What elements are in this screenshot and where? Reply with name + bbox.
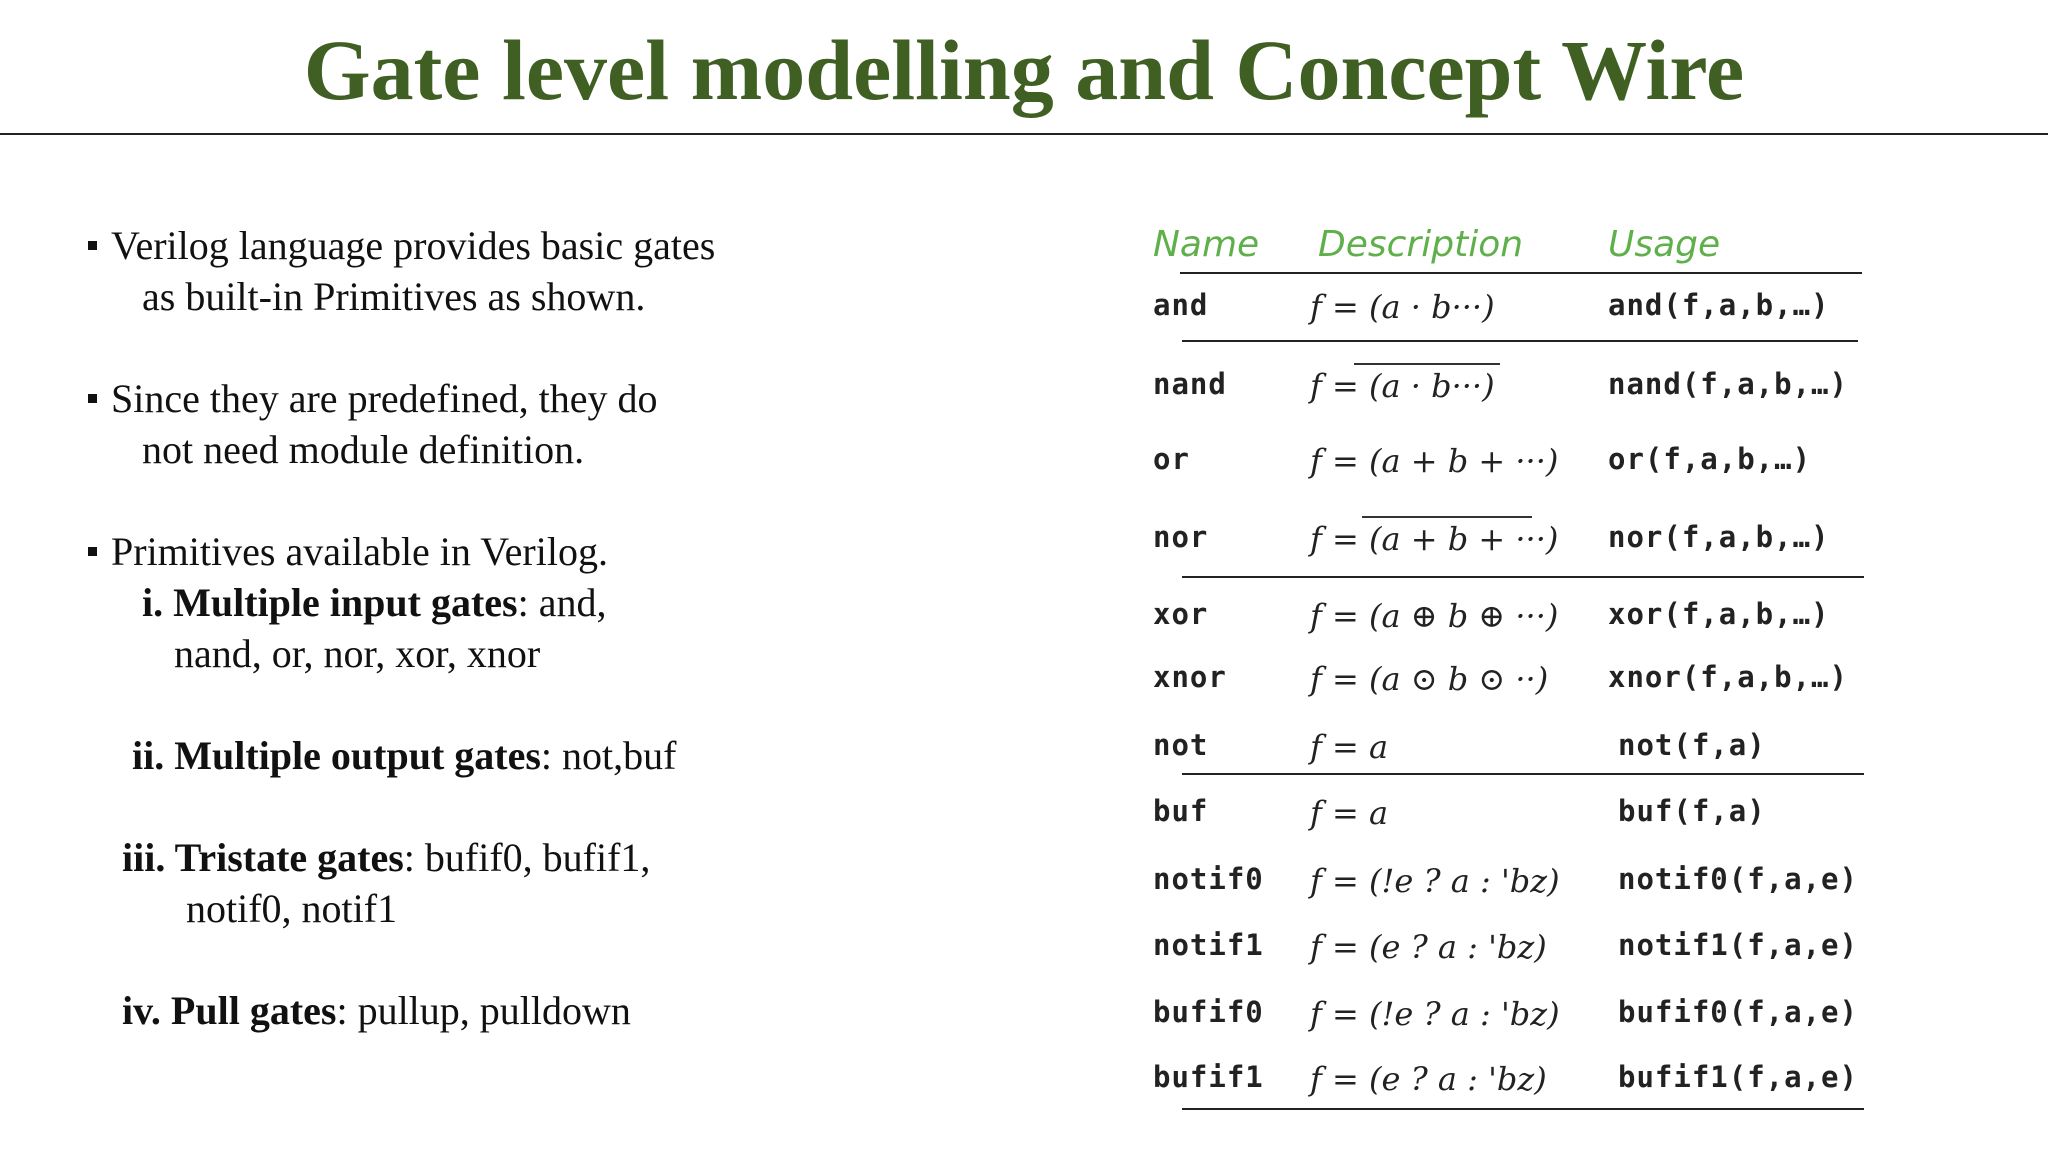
cell-description: f = a [1310, 794, 1389, 832]
table-rule [1182, 576, 1864, 578]
sub-item-ii-label: ii. Multiple output gates [132, 733, 541, 778]
cell-usage: xnor(f,a,b,…) [1608, 660, 1848, 694]
cell-usage: bufif0(f,a,e) [1618, 995, 1858, 1029]
bullet-1 [88, 220, 715, 271]
sub-item-i [142, 577, 606, 628]
cell-usage: nand(f,a,b,…) [1608, 367, 1848, 401]
slide-title: Gate level modelling and Concept Wire [303, 22, 1745, 118]
cell-name: buf [1153, 794, 1209, 828]
header-description: Description [1318, 224, 1524, 265]
sub-item-iii-line-2: notif0, notif1 [186, 886, 398, 931]
cell-name: nand [1153, 367, 1227, 401]
cell-description: f = (e ? a : 'bz) [1310, 928, 1547, 966]
cell-name: nor [1153, 520, 1209, 554]
table-rule [1182, 340, 1858, 342]
cell-description: f = (a · b···) [1310, 288, 1495, 326]
bullet-square-icon [88, 241, 97, 250]
cell-description: f = (e ? a : 'bz) [1310, 1060, 1547, 1098]
cell-description: f = (!e ? a : 'bz) [1310, 862, 1560, 900]
negation-overline [1362, 516, 1532, 518]
bullet-square-icon [88, 394, 97, 403]
cell-description: f = (!e ? a : 'bz) [1310, 995, 1560, 1033]
table-rule-header [1180, 272, 1862, 274]
cell-name: bufif1 [1153, 1060, 1264, 1094]
cell-name: xnor [1153, 660, 1227, 694]
sub-item-iv-text: : pullup, pulldown [336, 988, 631, 1033]
cell-usage: or(f,a,b,…) [1608, 442, 1812, 476]
cell-name: xor [1153, 597, 1209, 631]
sub-item-ii-text: : not,buf [540, 733, 677, 778]
header-name: Name [1153, 224, 1260, 265]
bullet-2-line-2: not need module definition. [142, 427, 585, 472]
bullet-1-line-2: as built-in Primitives as shown. [142, 274, 646, 319]
sub-item-i-label: i. Multiple input gates [142, 580, 518, 625]
bullet-1-line-1: Verilog language provides basic gates [111, 223, 716, 268]
negation-overline [1354, 363, 1500, 365]
sub-item-iv-label: iv. Pull gates [122, 988, 337, 1033]
header-usage: Usage [1608, 224, 1721, 265]
sub-item-iii-label: iii. Tristate gates [122, 835, 404, 880]
cell-usage: not(f,a) [1618, 728, 1766, 762]
bullet-2-line-1: Since they are predefined, they do [111, 376, 658, 421]
sub-item-i-text: : and, [517, 580, 607, 625]
bullet-3 [88, 526, 608, 577]
cell-usage: bufif1(f,a,e) [1618, 1060, 1858, 1094]
cell-usage: nor(f,a,b,…) [1608, 520, 1830, 554]
sub-item-iii [122, 832, 650, 883]
cell-description: f = a [1310, 728, 1389, 766]
cell-description: f = (a · b···) [1310, 367, 1495, 405]
cell-name: notif0 [1153, 862, 1264, 896]
bullet-3-line-1: Primitives available in Verilog. [111, 529, 608, 574]
cell-description: f = (a + b + ···) [1310, 520, 1559, 558]
sub-item-iv [122, 985, 631, 1036]
cell-name: not [1153, 728, 1209, 762]
cell-usage: xor(f,a,b,…) [1608, 597, 1830, 631]
cell-usage: buf(f,a) [1618, 794, 1766, 828]
cell-description: f = (a + b + ···) [1310, 442, 1559, 480]
table-rule [1182, 1108, 1864, 1110]
title-divider [0, 133, 2048, 135]
bullet-square-icon [88, 547, 97, 556]
gate-primitives-table [1100, 220, 1980, 1120]
cell-usage: notif0(f,a,e) [1618, 862, 1858, 896]
sub-item-i-line-2: nand, or, nor, xor, xnor [174, 631, 541, 676]
cell-name: or [1153, 442, 1190, 476]
cell-description: f = (a ⊙ b ⊙ ··) [1310, 660, 1549, 698]
cell-name: notif1 [1153, 928, 1264, 962]
cell-description: f = (a ⊕ b ⊕ ···) [1310, 597, 1559, 635]
cell-name: bufif0 [1153, 995, 1264, 1029]
table-rule [1182, 773, 1864, 775]
sub-item-ii [132, 730, 676, 781]
cell-usage: and(f,a,b,…) [1608, 288, 1830, 322]
cell-usage: notif1(f,a,e) [1618, 928, 1858, 962]
cell-name: and [1153, 288, 1209, 322]
bullet-2 [88, 373, 657, 424]
sub-item-iii-text: : bufif0, bufif1, [403, 835, 651, 880]
